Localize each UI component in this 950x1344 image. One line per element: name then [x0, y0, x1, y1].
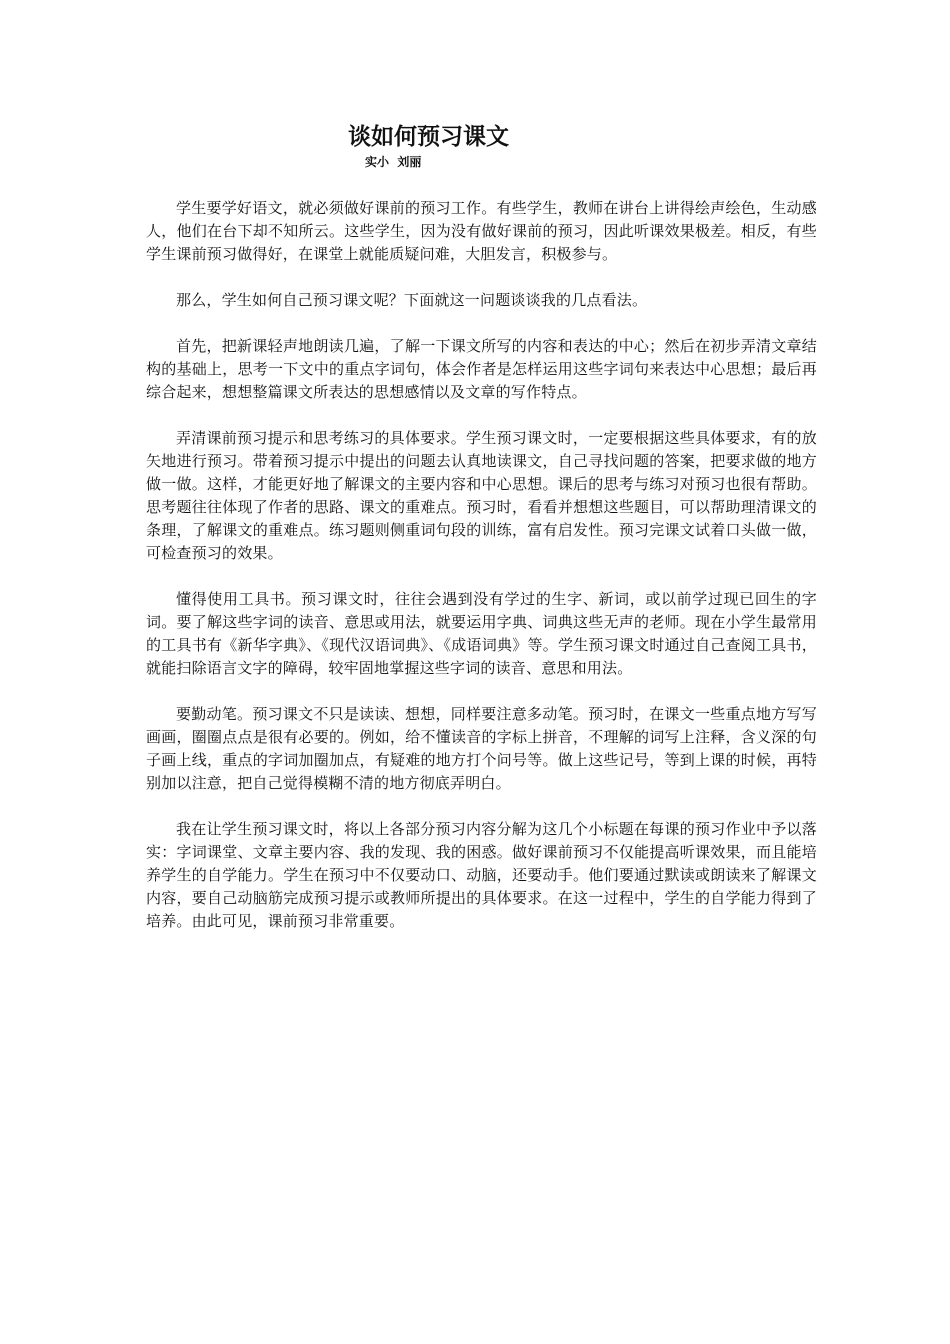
paragraph-reading: 首先，把新课轻声地朗读几遍，了解一下课文所写的内容和表达的中心；然后在初步弄清文章结构的基础上，思考一下文中的重点字词句，体会作者是怎样运用这些字词句来表达中心思想；最后再综合起来，想想整篇课文所表达的思想感情以及文章的写作特点。	[146, 337, 817, 401]
paragraph-writing: 要勤动笔。预习课文不只是读读、想想，同样要注意多动笔。预习时，在课文一些重点地方写写画画，圈圈点点是很有必要的。例如，给不懂读音的字标上拼音，不理解的词写上注释，含义深的句子画上线，重点的字词加圈加点，有疑难的地方打个问号等。做上这些记号，等到上课的时候，再特别加以注意，把自己觉得模糊不清的地方彻底弄明白。	[146, 705, 817, 792]
document-body	[146, 197, 817, 956]
paragraph-requirements: 弄清课前预习提示和思考练习的具体要求。学生预习课文时，一定要根据这些具体要求，有的放矢地进行预习。带着预习提示中提出的问题去认真地读课文，自己寻找问题的答案，把要求做的地方做一做。这样，才能更好地了解课文的主要内容和中心思想。课后的思考与练习对预习也很有帮助。思考题往往体现了作者的思路、课文的重难点。预习时，看看并想想这些题目，可以帮助理清课文的条理，了解课文的重难点。练习题则侧重词句段的训练，富有启发性。预习完课文试着口头做一做，可检查预习的效果。	[146, 429, 817, 562]
paragraph-intro: 学生要学好语文，就必须做好课前的预习工作。有些学生，教师在讲台上讲得绘声绘色，生动感人，他们在台下却不知所云。这些学生，因为没有做好课前的预习，因此听课效果极差。相反，有些学生课前预习做得好，在课堂上就能质疑问难，大胆发言，积极参与。	[146, 199, 817, 263]
document-title: 谈如何预习课文	[348, 123, 509, 150]
paragraph-reference-books: 懂得使用工具书。预习课文时，往往会遇到没有学过的生字、新词，或以前学过现已回生的字词。要了解这些字词的读音、意思或用法，就要运用字典、词典这些无声的老师。现在小学生最常用的工具书有《新华字典》、《现代汉语词典》、《成语词典》等。学生预习课文时通过自己查阅工具书，就能扫除语言文字的障碍，较牢固地掌握这些字词的读音、意思和用法。	[146, 590, 817, 677]
document-author: 实小 刘丽	[365, 155, 422, 169]
paragraph-conclusion: 我在让学生预习课文时，将以上各部分预习内容分解为这几个小标题在每课的预习作业中予以落实：字词课堂、文章主要内容、我的发现、我的困惑。做好课前预习不仅能提高听课效果，而且能培养学生的自学能力。学生在预习中不仅要动口、动脑，还要动手。他们要通过默读或朗读来了解课文内容，要自己动脑筋完成预习提示或教师所提出的具体要求。在这一过程中，学生的自学能力得到了培养。由此可见，课前预习非常重要。	[146, 820, 817, 930]
paragraph-question: 那么，学生如何自己预习课文呢？下面就这一问题谈谈我的几点看法。	[176, 291, 648, 309]
